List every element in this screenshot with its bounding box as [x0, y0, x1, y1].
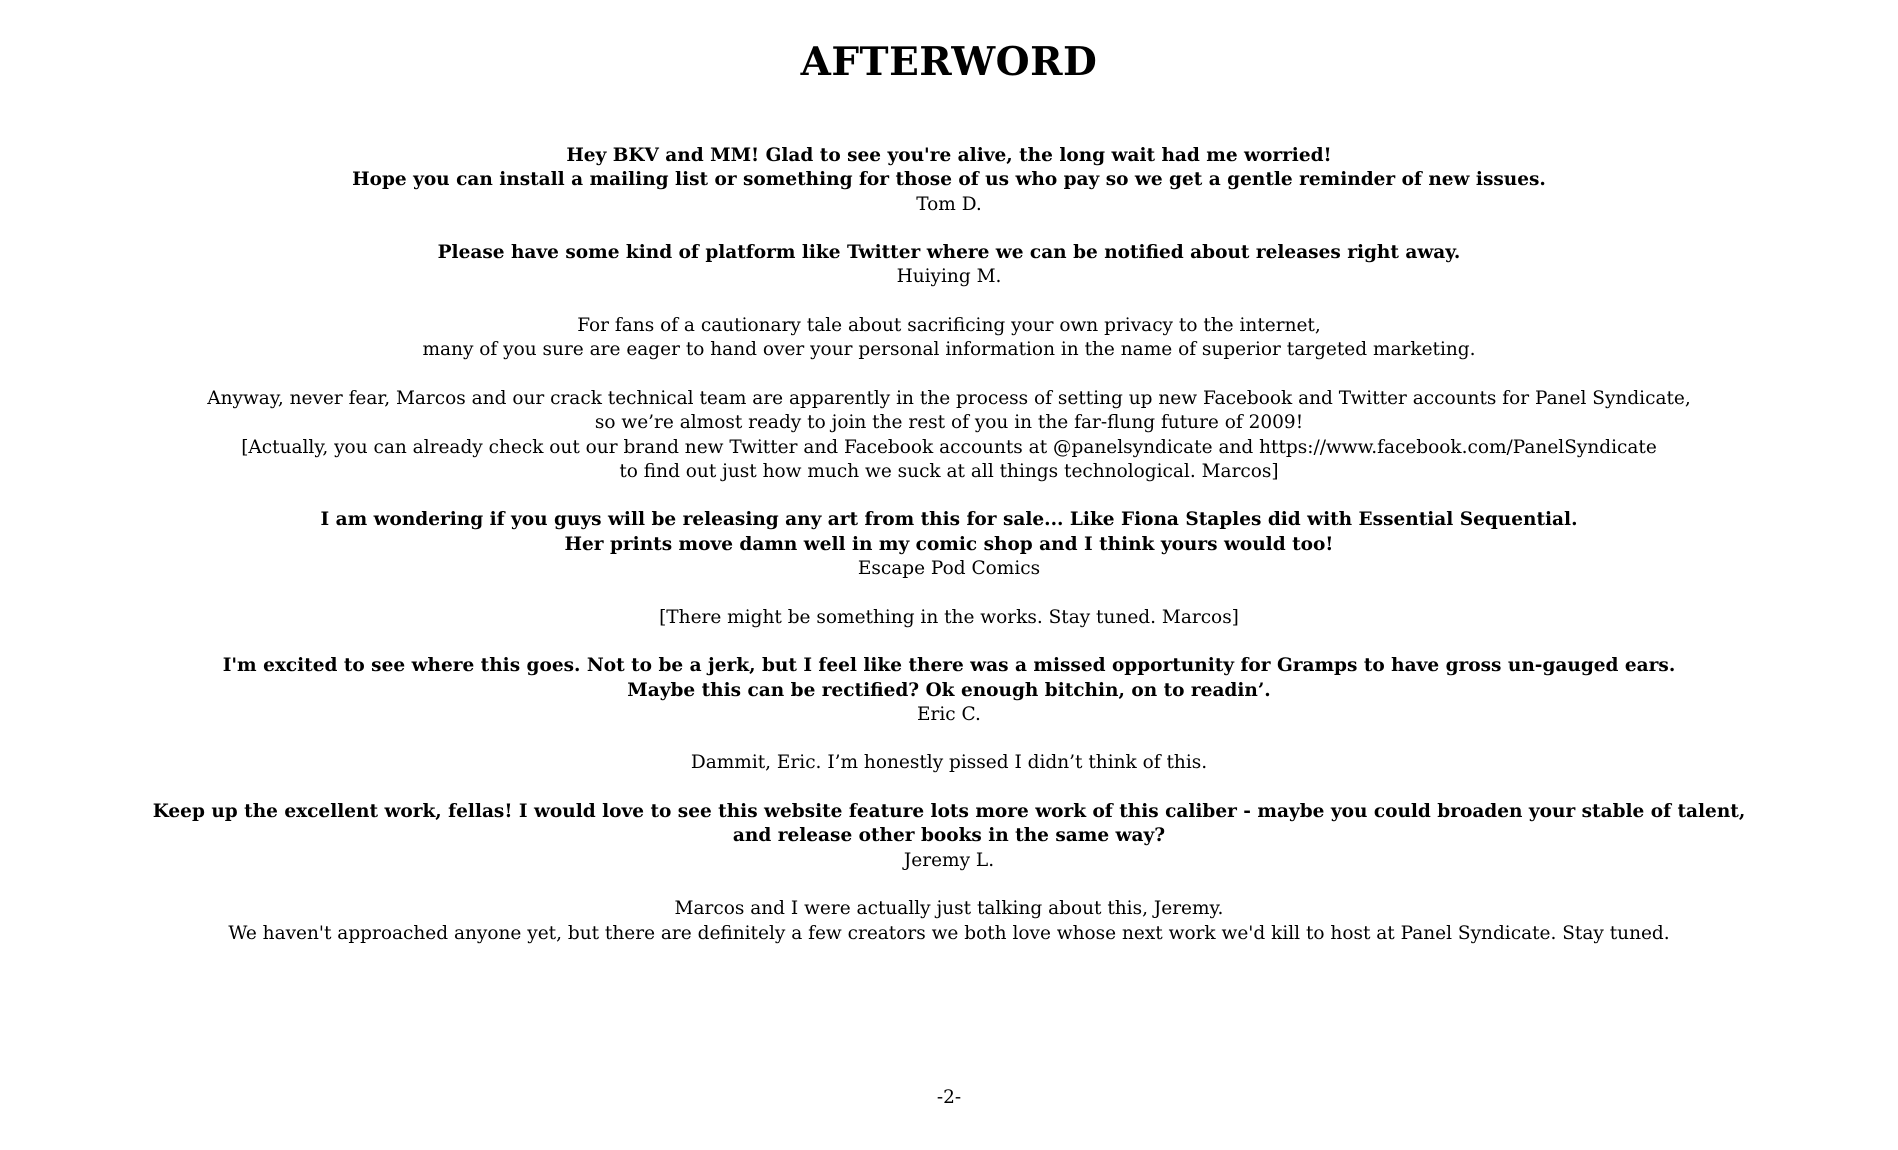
response-line: For fans of a cautionary tale about sacrificing your own privacy to the internet, — [577, 315, 1321, 337]
letters-column — [0, 144, 1898, 970]
page-title: AFTERWORD — [800, 39, 1098, 85]
response-line: Jeremy L. — [903, 849, 995, 871]
response-line: so we’re almost ready to join the rest of you in the far-flung future of 2009! — [594, 412, 1304, 434]
reader-question-line: Her prints move damn well in my comic shop and I think yours would too! — [564, 533, 1334, 555]
response-line: [There might be something in the works. Stay tuned. Marcos] — [659, 606, 1239, 628]
letter-block — [0, 508, 1898, 581]
response-line: Eric C. — [917, 703, 981, 725]
letter-block — [0, 751, 1898, 775]
reader-question-line: I'm excited to see where this goes. Not to be a jerk, but I feel like there was a missed opportunity for Gramps to have gross un-gauged ears. — [222, 655, 1676, 677]
letter-block — [0, 144, 1898, 217]
response-line: Dammit, Eric. I’m honestly pissed I didn’t think of this. — [690, 752, 1208, 774]
letter-block — [0, 314, 1898, 363]
letter-block — [0, 606, 1898, 630]
page-number: -2- — [936, 1087, 962, 1108]
reader-question-line: Maybe this can be rectified? Ok enough bitchin, on to readin’. — [627, 679, 1271, 701]
response-line: Anyway, never fear, Marcos and our crack technical team are apparently in the process of setting up new Facebook and Twitter accounts for Panel Syndicate, — [207, 387, 1691, 409]
reader-question-line: Hey BKV and MM! Glad to see you're alive, the long wait had me worried! — [566, 145, 1332, 166]
reader-question-line: I am wondering if you guys will be releasing any art from this for sale... Like Fiona Staples did with Essential Sequential. — [320, 509, 1578, 531]
response-line: Marcos and I were actually just talking about this, Jeremy. — [674, 898, 1224, 920]
response-line: Escape Pod Comics — [857, 558, 1041, 580]
response-line: to find out just how much we suck at all things technological. Marcos] — [619, 460, 1279, 482]
response-line: Tom D. — [916, 193, 982, 215]
reader-question-line: Please have some kind of platform like Twitter where we can be notified about releases right away. — [437, 242, 1461, 264]
response-line: We haven't approached anyone yet, but there are definitely a few creators we both love whose next work we'd kill to host at Panel Syndicate. Stay tuned. — [228, 922, 1670, 944]
response-line: many of you sure are eager to hand over your personal information in the name of superior targeted marketing. — [422, 339, 1476, 361]
response-line: [Actually, you can already check out our brand new Twitter and Facebook accounts at @panelsyndicate and https://www.facebook.com/PanelSyndicate — [241, 436, 1657, 458]
reader-question-line: Hope you can install a mailing list or something for those of us who pay so we get a gentle reminder of new issues. — [352, 169, 1546, 191]
reader-question-line: and release other books in the same way? — [732, 825, 1166, 847]
letter-block — [0, 800, 1898, 873]
letter-block — [0, 387, 1898, 484]
letter-block — [0, 654, 1898, 727]
letter-block — [0, 897, 1898, 946]
reader-question-line: Keep up the excellent work, fellas! I would love to see this website feature lots more work of this caliber - maybe you could broaden your stable of talent, — [152, 801, 1746, 823]
response-line: Huiying M. — [896, 266, 1002, 288]
letter-block — [0, 241, 1898, 290]
